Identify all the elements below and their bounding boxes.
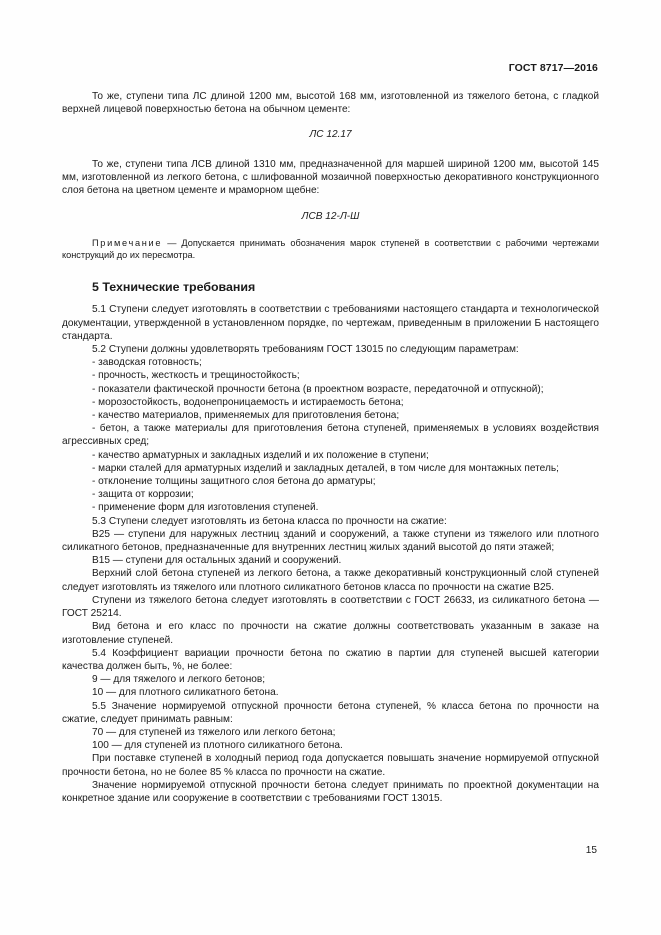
class-b25: В25 — ступени для наружных лестниц зданий и сооружений, а также ступени из тяжелого или плотного силикатного бетонов, предназначенные для внутренних лестниц жилых зданий высотой до пяти этажей; <box>62 528 599 554</box>
design-strength-paragraph: Значение нормируемой отпускной прочности бетона следует принимать по проектной документации на конкретное здание или сооружение в соответствии с требованиями ГОСТ 13015. <box>62 779 599 804</box>
class-b15: В15 — ступени для остальных зданий и сооружений. <box>92 555 342 567</box>
example-paragraph-ls: То же, ступени типа ЛС длиной 1200 мм, высотой 168 мм, изготовленной из тяжелого бетона, с гладкой верхней лицевой поверхностью бетона на обычном цементе: <box>62 91 599 116</box>
document-header: ГОСТ 8717—2016 <box>508 62 598 74</box>
top-layer-paragraph: Верхний слой бетона ступеней из легкого бетона, а также декоративный конструкционный слой ступеней следует изготовлять из тяжелого или плотного силикатного бетонов класса по прочности на сжатие В25. <box>62 568 599 593</box>
paragraph-5-2: 5.2 Ступени должны удовлетворять требованиям ГОСТ 13015 по следующим параметрам: <box>92 344 519 356</box>
list-item: - марки сталей для арматурных изделий и закладных деталей, в том числе для монтажных петель; <box>92 462 559 474</box>
paragraph-5-3: 5.3 Ступени следует изготовлять из бетона класса по прочности на сжатие: <box>92 515 447 527</box>
designation-lsv: ЛСВ 12-Л-Ш <box>301 211 360 223</box>
paragraph-5-5: 5.5 Значение нормируемой отпускной прочности бетона ступеней, % класса бетона по прочности на сжатие, следует принимать равным: <box>62 700 599 725</box>
requirements-list <box>62 356 599 514</box>
list-item: - заводская готовность; <box>92 357 202 369</box>
note-text: — Допускается принимать обозначения марок ступеней в соответствии с рабочими чертежами конструкций до их пересмотра. <box>62 238 599 261</box>
concrete-kind-paragraph: Вид бетона и его класс по прочности на сжатие должны соответствовать указанным в заказе на изготовление ступеней. <box>62 621 599 646</box>
designation-ls: ЛС 12.17 <box>309 129 352 141</box>
paragraph-5-1: 5.1 Ступени следует изготовлять в соответствии с требованиями настоящего стандарта и технологической документации, утвержденной в установленном порядке, по чертежам, приведенным в приложении Б настоящего стандарта. <box>62 304 599 342</box>
paragraph-5-4: 5.4 Коэффициент вариации прочности бетона по сжатию в партии для ступеней высшей категории качества должен быть, %, не более: <box>62 647 599 672</box>
note <box>62 237 599 261</box>
variation-9: 9 — для тяжелого и легкого бетонов; <box>92 674 266 686</box>
list-item: - прочность, жесткость и трещиностойкость; <box>92 370 300 382</box>
heavy-concrete-paragraph: Ступени из тяжелого бетона следует изготовлять в соответствии с ГОСТ 26633, из силикатного бетона — ГОСТ 25214. <box>62 594 599 620</box>
list-item: - защита от коррозии; <box>92 489 194 501</box>
list-item: - отклонение толщины защитного слоя бетона до арматуры; <box>92 476 376 488</box>
example-paragraph-lsv: То же, ступени типа ЛСВ длиной 1310 мм, предназначенной для маршей шириной 1200 мм, высотой 145 мм, изготовленной из легкого бетона, с шлифованной мозаичной поверхностью декоративного конструкционного слоя бетона на цветном цементе и мраморном щебне: <box>62 158 599 197</box>
strength-70: 70 — для ступеней из тяжелого или легкого бетона; <box>92 726 336 738</box>
variation-10: 10 — для плотного силикатного бетона. <box>92 687 279 699</box>
list-item: - бетон, а также материалы для приготовления бетона ступеней, применяемых в условиях воздействия агрессивных сред; <box>62 423 599 448</box>
list-item: - качество материалов, применяемых для приготовления бетона; <box>92 410 400 422</box>
list-item: - качество арматурных и закладных изделий и их положение в ступени; <box>92 449 429 461</box>
section-title: 5 Технические требования <box>92 280 256 295</box>
strength-100: 100 — для ступеней из плотного силикатного бетона. <box>92 740 343 752</box>
list-item: - показатели фактической прочности бетона (в проектном возрасте, передаточной и отпускной); <box>92 383 544 395</box>
note-label: Примечание <box>92 238 163 249</box>
list-item: - морозостойкость, водонепроницаемость и истираемость бетона; <box>92 396 404 408</box>
document-body <box>62 90 599 805</box>
list-item: - применение форм для изготовления ступеней. <box>92 502 319 514</box>
winter-delivery-paragraph: При поставке ступеней в холодный период года допускается повышать значение нормируемой отпускной прочности бетона, но не более 85 % класса по прочности на сжатие. <box>62 753 599 778</box>
page-number: 15 <box>585 845 597 856</box>
